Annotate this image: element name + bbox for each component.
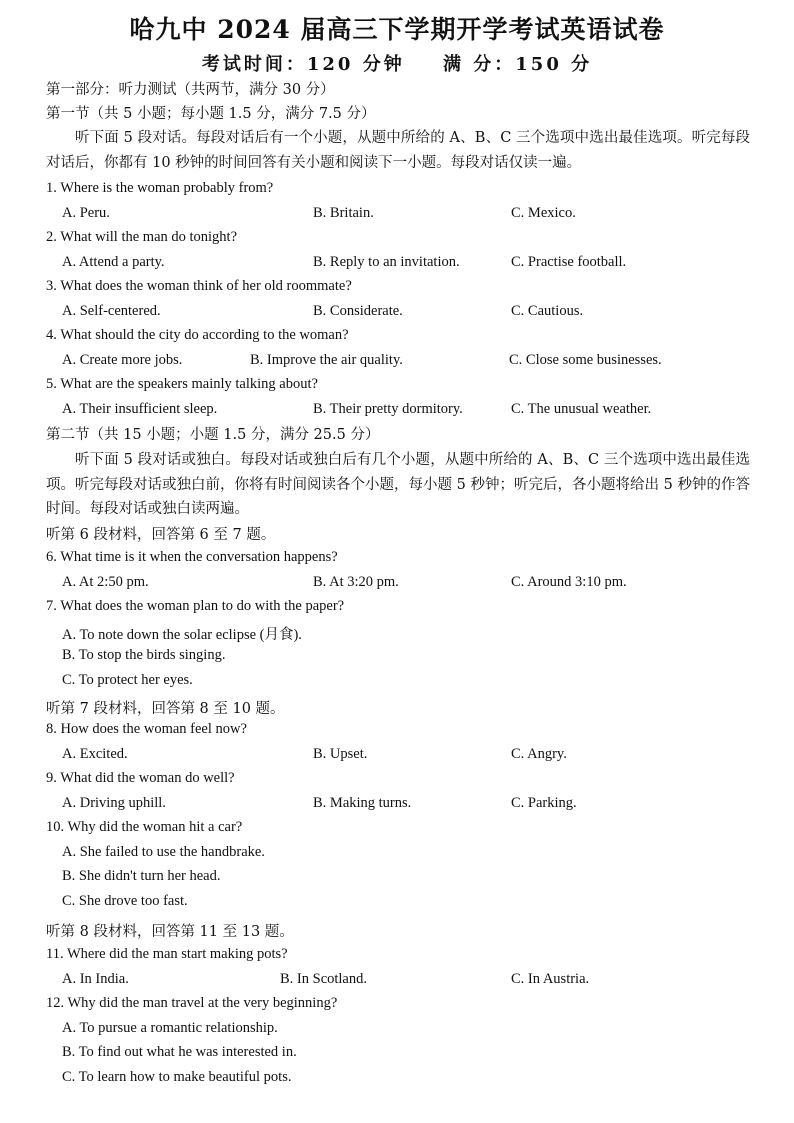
section1-heading: 第一节（共 5 小题；每小题 1.5 分，满分 7.5 分） bbox=[46, 106, 376, 122]
q12-option-c: C. To learn how to make beautiful pots. bbox=[62, 1069, 292, 1085]
q4-option-b: B. Improve the air quality. bbox=[250, 352, 403, 368]
section1-instructions: 听下面 5 段对话。每段对话后有一个小题，从题中所给的 A、B、C 三个选项中选出最佳选项。听完每段对话后，你都有 10 秒钟的时间回答有关小题和阅读下一小题。每段对话仅读一遍。 bbox=[46, 130, 750, 171]
q7-option-c: C. To protect her eyes. bbox=[62, 672, 193, 688]
q5-option-c: C. The unusual weather. bbox=[511, 401, 652, 417]
q8-option-a: A. Excited. bbox=[62, 746, 128, 762]
q7-option-b: B. To stop the birds singing. bbox=[62, 647, 226, 663]
section2-instructions: 听下面 5 段对话或独白。每段对话或独白后有几个小题，从题中所给的 A、B、C 三个选项中选出最佳选项。听完每段对话或独白前，你将有时间阅读各个小题，每小题 5 秒钟；听完后，各小题将给出 5 秒钟的作答时间。每段对话或独白读两遍。 bbox=[46, 452, 750, 517]
q9-option-a: A. Driving uphill. bbox=[62, 795, 166, 811]
exam-title: 哈九中 2024 届高三下学期开学考试英语试卷 bbox=[129, 15, 665, 44]
q11-option-c: C. In Austria. bbox=[511, 971, 590, 987]
question-8: 8. How does the woman feel now? bbox=[46, 721, 247, 737]
material-8-instruction: 听第 8 段材料，回答第 11 至 13 题。 bbox=[46, 924, 294, 940]
q2-option-b: B. Reply to an invitation. bbox=[313, 254, 460, 270]
q12-option-a: A. To pursue a romantic relationship. bbox=[62, 1020, 278, 1036]
q6-option-b: B. At 3:20 pm. bbox=[313, 574, 399, 590]
question-3: 3. What does the woman think of her old roommate? bbox=[46, 278, 352, 294]
q8-option-b: B. Upset. bbox=[313, 746, 368, 762]
q5-option-b: B. Their pretty dormitory. bbox=[313, 401, 463, 417]
material-6-instruction: 听第 6 段材料，回答第 6 至 7 题。 bbox=[46, 527, 276, 543]
q12-option-b: B. To find out what he was interested in. bbox=[62, 1044, 297, 1060]
question-1: 1. Where is the woman probably from? bbox=[46, 180, 274, 196]
q10-option-b: B. She didn't turn her head. bbox=[62, 868, 221, 884]
question-4: 4. What should the city do according to the woman? bbox=[46, 327, 349, 343]
material-7-instruction: 听第 7 段材料，回答第 8 至 10 题。 bbox=[46, 701, 285, 717]
q10-option-a: A. She failed to use the handbrake. bbox=[62, 844, 265, 860]
question-7: 7. What does the woman plan to do with the paper? bbox=[46, 598, 345, 614]
q3-option-a: A. Self-centered. bbox=[62, 303, 161, 319]
question-6: 6. What time is it when the conversation happens? bbox=[46, 549, 338, 565]
q1-option-b: B. Britain. bbox=[313, 205, 374, 221]
q2-option-a: A. Attend a party. bbox=[62, 254, 165, 270]
q2-option-c: C. Practise football. bbox=[511, 254, 627, 270]
exam-score: 满 分：150 分 bbox=[443, 54, 593, 75]
question-5: 5. What are the speakers mainly talking about? bbox=[46, 376, 318, 392]
q9-option-c: C. Parking. bbox=[511, 795, 577, 811]
question-11: 11. Where did the man start making pots? bbox=[46, 946, 288, 962]
q5-option-a: A. Their insufficient sleep. bbox=[62, 401, 218, 417]
question-10: 10. Why did the woman hit a car? bbox=[46, 819, 243, 835]
exam-time: 考试时间：120 分钟 bbox=[201, 54, 405, 75]
q10-option-c: C. She drove too fast. bbox=[62, 893, 188, 909]
q1-option-c: C. Mexico. bbox=[511, 205, 576, 221]
exam-subtitle bbox=[0, 50, 794, 76]
q8-option-c: C. Angry. bbox=[511, 746, 567, 762]
q3-option-b: B. Considerate. bbox=[313, 303, 403, 319]
q6-option-c: C. Around 3:10 pm. bbox=[511, 574, 627, 590]
q6-option-a: A. At 2:50 pm. bbox=[62, 574, 149, 590]
part1-heading: 第一部分：听力测试（共两节，满分 30 分） bbox=[46, 82, 335, 98]
q11-option-b: B. In Scotland. bbox=[280, 971, 367, 987]
q4-option-a: A. Create more jobs. bbox=[62, 352, 183, 368]
question-12: 12. Why did the man travel at the very beginning? bbox=[46, 995, 338, 1011]
section2-heading: 第二节（共 15 小题；小题 1.5 分，满分 25.5 分） bbox=[46, 427, 380, 443]
q7-option-a: A. To note down the solar eclipse (月食). bbox=[62, 627, 302, 643]
q11-option-a: A. In India. bbox=[62, 971, 129, 987]
question-2: 2. What will the man do tonight? bbox=[46, 229, 238, 245]
q4-option-c: C. Close some businesses. bbox=[509, 352, 662, 368]
q3-option-c: C. Cautious. bbox=[511, 303, 584, 319]
question-9: 9. What did the woman do well? bbox=[46, 770, 235, 786]
q1-option-a: A. Peru. bbox=[62, 205, 110, 221]
q9-option-b: B. Making turns. bbox=[313, 795, 412, 811]
